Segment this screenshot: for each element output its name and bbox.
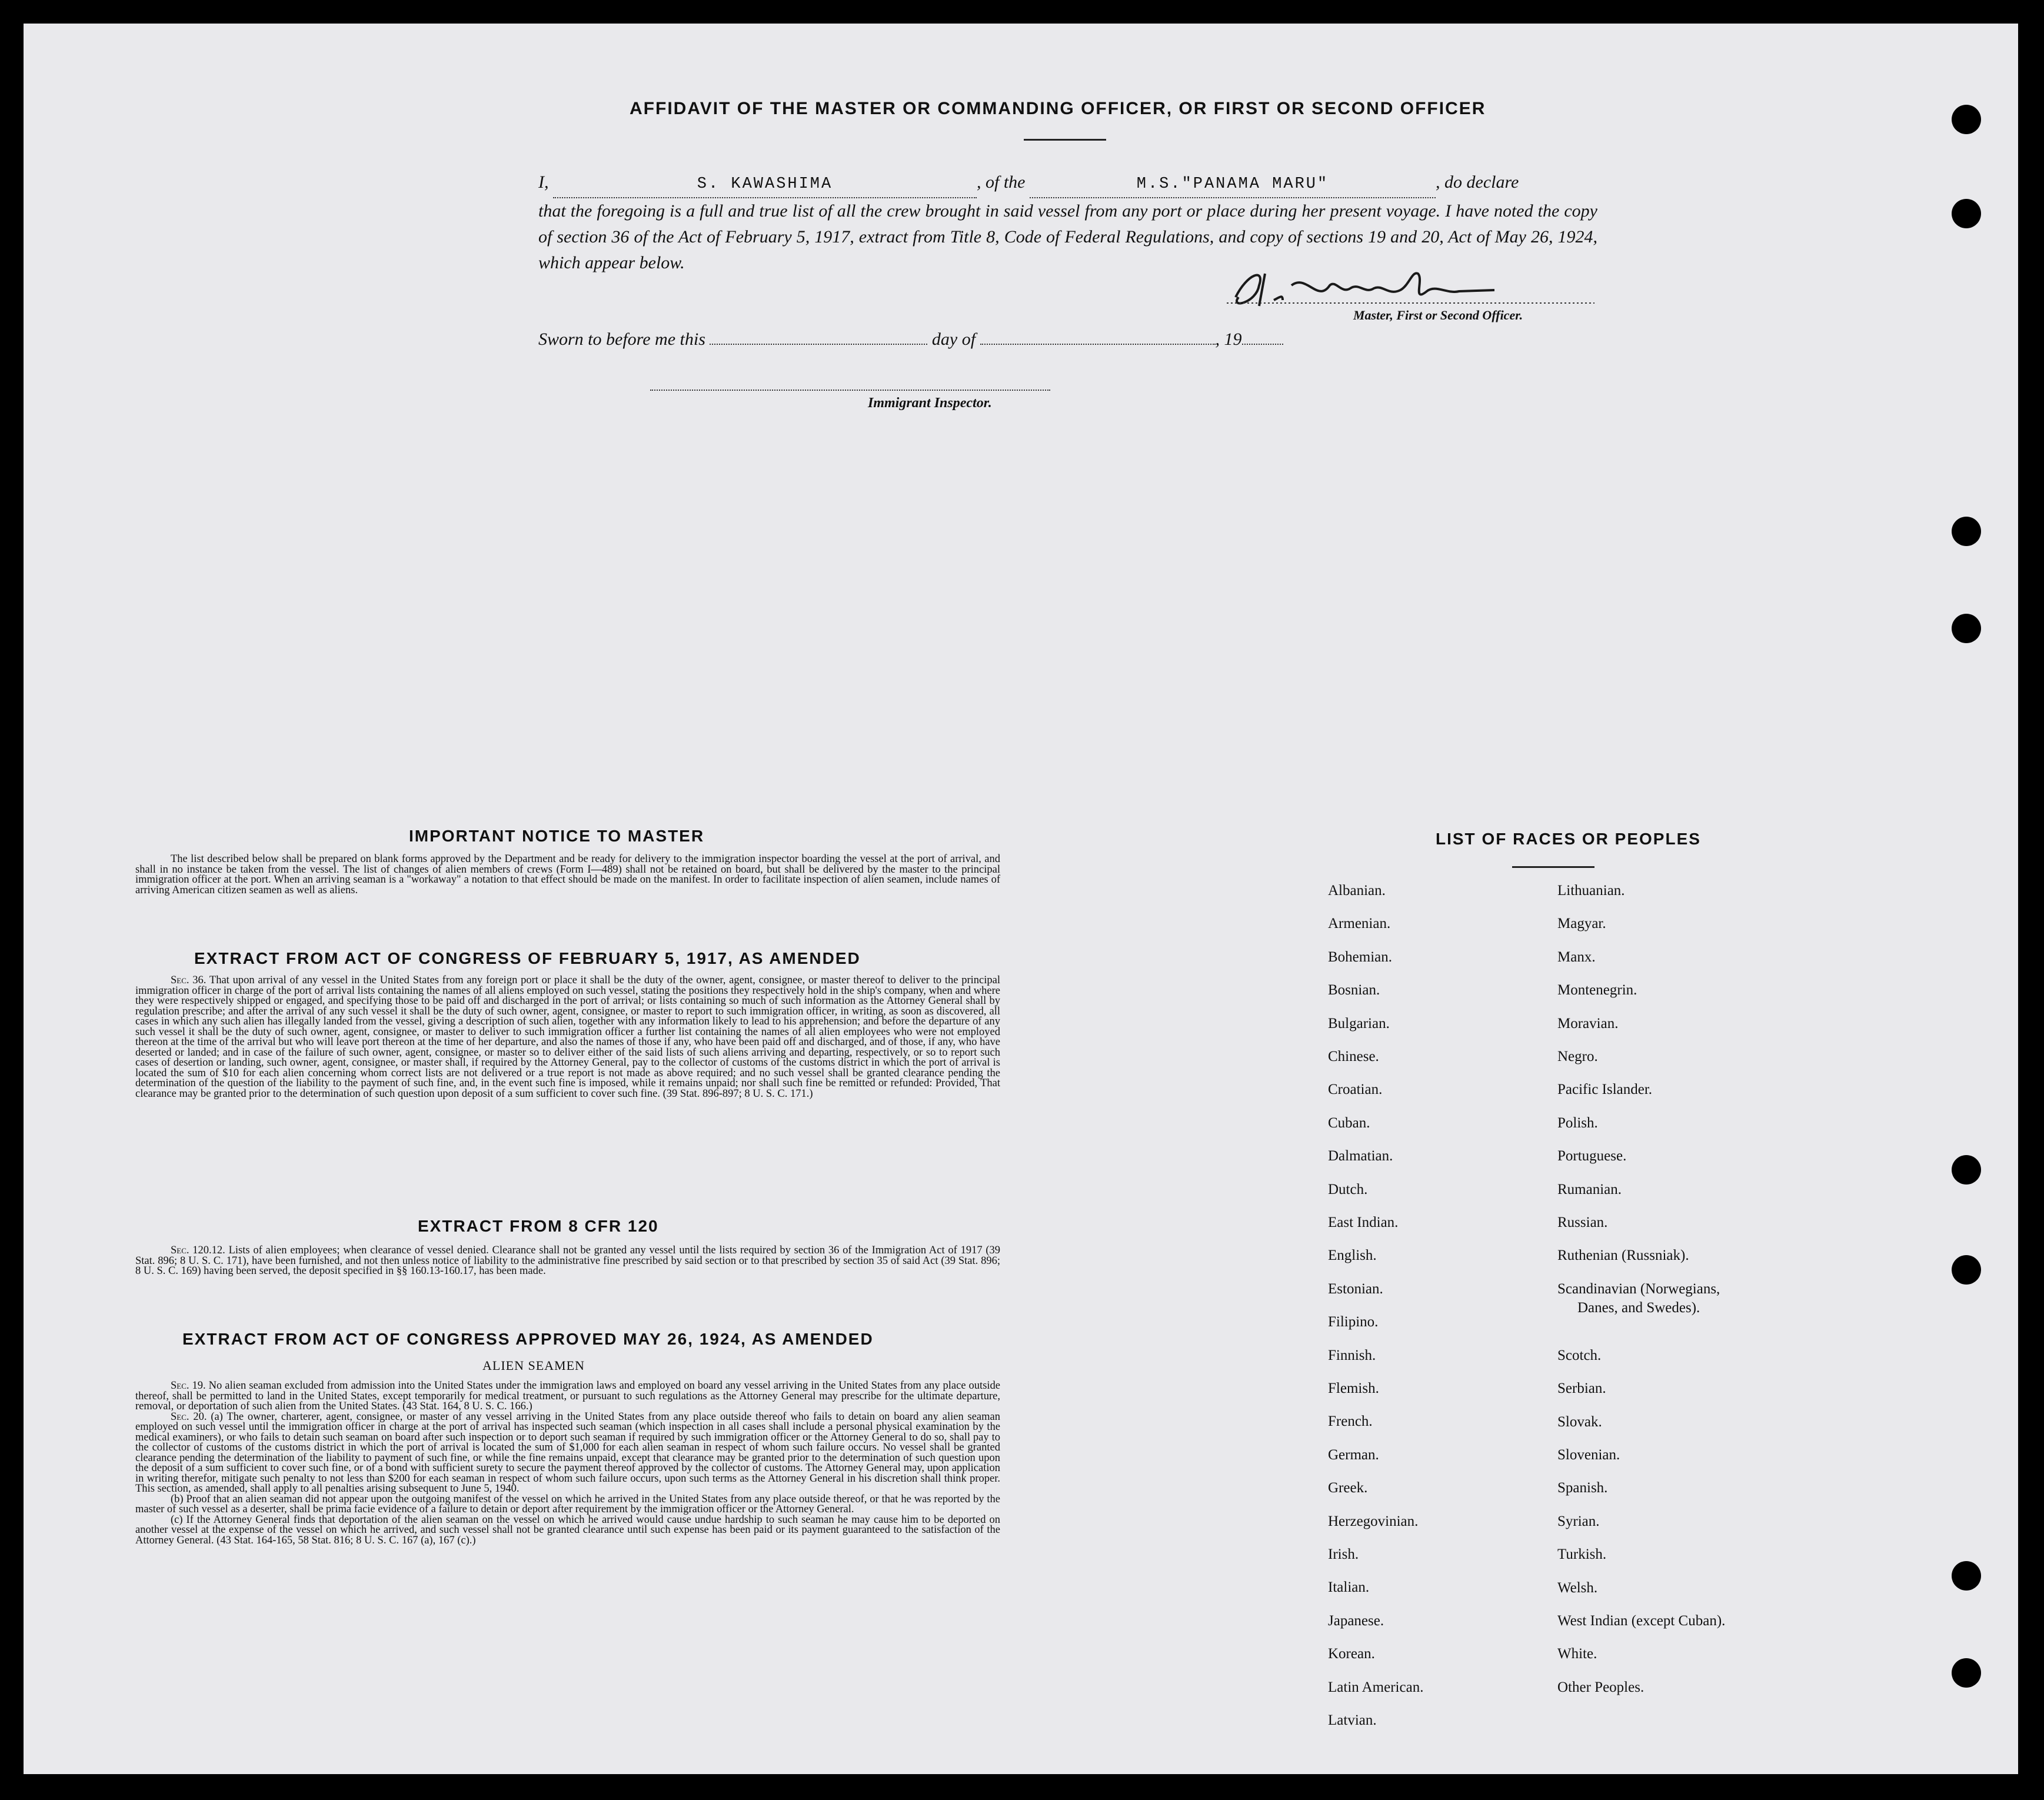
race-item: Russian.	[1557, 1215, 1608, 1230]
race-item: Magyar.	[1557, 916, 1606, 932]
race-item: Dutch.	[1328, 1181, 1368, 1197]
declaration-text: that the foregoing is a full and true list of all the crew brought in said vessel from any port or place during her present voyage. I have noted the copy of section 36 of the Act of February 5, 1917, extract from Title 8, Code of Federal Regulations, and copy of sections 19 and 20, Act of May 26, 1924, which appear below.	[538, 201, 1597, 272]
race-item: Other Peoples.	[1557, 1679, 1644, 1695]
race-item: Syrian.	[1557, 1513, 1600, 1529]
race-item: Ruthenian (Russniak).	[1557, 1247, 1689, 1264]
sec120-text: Lists of alien employees; when clearance of vessel denied. Clearance shall not be granted any vessel until the lists required by section 36 of the Immigration Act of 1917 (39 Stat. 896; 8 U. S. C. 171), have been furnished, and not then unless notice of liability to the administrative fine prescribed by said section or to that prescribed by section 35 of said Act (39 Stat. 896; 8 U. S. C. 169) having been served, the deposit specified in §§ 160.13-160.17, has been made.	[135, 1245, 1000, 1277]
vessel-name-field	[1030, 169, 1436, 198]
race-item: French.	[1328, 1413, 1373, 1430]
notice-title: IMPORTANT NOTICE TO MASTER	[409, 827, 705, 845]
race-item: Irish.	[1328, 1546, 1359, 1562]
punch-hole	[1952, 614, 1981, 643]
race-item: Filipino.	[1328, 1314, 1379, 1330]
race-item: Turkish.	[1557, 1546, 1607, 1563]
race-item: Pacific Islander.	[1557, 1082, 1653, 1098]
sec20c-paragraph: (c) If the Attorney General finds that deportation of the alien seaman on the vessel on which he arrived would cause undue hardship to such seaman he may cause him to be deported on another vessel at the expense of the vessel on which he arrived, and such vessel shall not be granted clearance until such expense has been paid or its payment guaranteed to the satisfaction of the Attorney General. (43 Stat. 164-165, 58 Stat. 816; 8 U. S. C. 167 (a), 167 (c).)	[135, 1513, 1000, 1546]
master-name-field	[553, 169, 977, 198]
race-item: Welsh.	[1557, 1579, 1598, 1596]
race-item: Estonian.	[1328, 1280, 1383, 1297]
sec36-text: That upon arrival of any vessel in the United States from any foreign port or place it shall be the duty of the owner, agent, consignee, or master thereof to deliver to the principal immigration officer in charge of the port of arrival lists containing the names of all aliens employed on such vessel, stating the positions they respectively hold in the ship's company, when and where they were respectively shipped or engaged, and specifying those to be paid off and discharged in the port of arrival; or lists containing so much of such information as the Attorney General shall by regulation prescribe; and after the arrival of any such vessel it shall be the duty of such owner, agent, consignee, or master to report to such immigration officer, in writing, as soon as discovered, all cases in which any such alien has illegally landed from the vessel, giving a description of such alien, together with any information likely to lead to his apprehension; and before the departure of any such vessel it shall be the duty of such owner, agent, consignee, or master to deliver to such immigration officer a further list containing the names of all alien employees who were not employed thereon at the time of the arrival but who will leave port thereon at the time of her departure, and also the names of those if any, who have been paid off and discharged, and of those, if any, who have deserted or landed; and in case of the failure of such owner, agent, consignee, or master so to deliver either of the said lists of such aliens arriving and departing, respectively, or so to report such cases of desertion or landing, such owner, agent, consignee, or master shall, if required by the Attorney General, pay to the collector of customs of the customs district in which the port of arrival is located the sum of $10 for each alien concerning whom correct lists are not delivered or a true report is not made as above required; and no such vessel shall be granted clearance pending the determination of the question of the liability to the payment of such fine, and, in the event such fine is imposed, while it remains unpaid; nor shall such fine be remitted or refunded: Provided, That clearance may be granted prior to the determination of such question upon deposit of a sum sufficient to cover such fine. (39 Stat. 896-897; 8 U. S. C. 171.)	[135, 974, 1001, 1100]
sworn-day-field	[710, 344, 927, 345]
race-item: Scandinavian (Norwegians,	[1557, 1280, 1720, 1297]
race-item: Lithuanian.	[1557, 883, 1625, 899]
race-item: Albanian.	[1328, 883, 1386, 899]
master-signature	[1224, 262, 1600, 315]
sworn-line	[538, 330, 1283, 350]
punch-hole	[1952, 1658, 1981, 1688]
sworn-year-field	[1242, 344, 1283, 345]
race-item: Spanish.	[1557, 1480, 1608, 1496]
inspector-caption: Immigrant Inspector.	[868, 395, 992, 411]
race-item: Montenegrin.	[1557, 982, 1637, 999]
sec19-label: Sec. 19.	[171, 1380, 206, 1392]
sec19-text: No alien seaman excluded from admission into the United States under the immigration laws and employed on board any vessel arriving in the United States from any place outside thereof, shall be permitted to land in the United States, except temporarily for medical treatment, or pursuant to such regulations as the Attorney General may prescribe for the ultimate departure, removal, or deportation of such alien from the United States. (43 Stat. 164, 8 U. S. C. 166.)	[135, 1380, 1000, 1412]
sec20a-text: (a) The owner, charterer, agent, consignee, or master of any vessel arriving in the United States from any place outside thereof who fails to detain on board any alien seaman employed on such vessel until the immigration officer in charge at the port of arrival has inspected such seaman (which inspection in all cases shall include a personal physical examination by the medical examiners), or who fails to detain such seaman on board after such inspection or to deport such seaman if required by such immigration officer or the Attorney General to do so, shall pay to the collector of customs of the customs district in which the port of arrival is located the sum of $1,000 for each alien seaman in respect of whom such failure occurs. No vessel shall be granted clearance pending the determination of the liability to payment of such fine, or while the fine remains unpaid, except that clearance may be granted prior to the determination of such question upon the deposit of a sum sufficient to cover such fine, or of a bond with sufficient surety to secure the payment thereof approved by the collector of customs. The Attorney General may, upon application in writing therefor, mitigate such penalty to not less than $200 for each seaman in respect of whom such failure occurs, upon such terms as the Attorney General in his discretion shall think proper. This section, as amended, shall apply to all penalties arising subsequent to June 5, 1940.	[135, 1410, 1000, 1495]
master-name-value: S. KAWASHIMA	[697, 175, 833, 193]
extract-1924-title: EXTRACT FROM ACT OF CONGRESS APPROVED MAY 26, 1924, AS AMENDED	[182, 1330, 874, 1348]
punch-hole	[1952, 517, 1981, 546]
sec36-label: Sec. 36.	[171, 974, 207, 986]
sec20a-paragraph	[135, 1412, 1000, 1495]
extract-1917-title: EXTRACT FROM ACT OF CONGRESS OF FEBRUARY 5, 1917, AS AMENDED	[194, 949, 861, 967]
sec20-label: Sec. 20.	[171, 1410, 207, 1423]
signature-caption: Master, First or Second Officer.	[1353, 308, 1523, 322]
punch-hole	[1952, 199, 1981, 228]
race-item: East Indian.	[1328, 1215, 1399, 1230]
race-item: Bohemian.	[1328, 949, 1393, 965]
race-item: Negro.	[1557, 1049, 1598, 1064]
declaration-first-line	[538, 169, 1603, 198]
races-title-rule	[1512, 866, 1594, 868]
affidavit-title: AFFIDAVIT OF THE MASTER OR COMMANDING OFFICER, OR FIRST OR SECOND OFFICER	[630, 99, 1486, 118]
vessel-name-value: M.S."PANAMA MARU"	[1136, 175, 1329, 193]
punch-hole	[1952, 1561, 1981, 1591]
race-item: Latin American.	[1328, 1679, 1424, 1695]
race-item: Korean.	[1328, 1646, 1375, 1662]
race-item: Flemish.	[1328, 1380, 1379, 1396]
extract-cfr-title: EXTRACT FROM 8 CFR 120	[418, 1217, 659, 1235]
notice-body: The list described below shall be prepared on blank forms approved by the Department and be ready for delivery to the immigration inspector boarding the vessel at the port of arrival, and shall in no instance be taken from the vessel. The list of changes of alien members of crews (Form I—489) shall not be retained on board, but shall be delivered by the master to the principal immigration officer at the port. When an arriving seaman is a "workaway" a notation to that effect should be made on the manifest. In order to facilitate inspection of alien seamen, include names of arriving American citizen seamen as well as aliens.	[135, 853, 1000, 896]
race-item: Moravian.	[1557, 1015, 1619, 1032]
sworn-month-field	[980, 344, 1216, 345]
punch-hole	[1952, 1255, 1981, 1285]
race-item: Croatian.	[1328, 1082, 1383, 1098]
race-item: Greek.	[1328, 1480, 1368, 1496]
race-item: Finnish.	[1328, 1347, 1376, 1363]
extract-1924-body	[135, 1381, 1000, 1546]
race-item: Armenian.	[1328, 916, 1391, 932]
title-rule	[1024, 139, 1106, 141]
i-prefix: I,	[538, 172, 549, 192]
sworn-day-label: day of	[931, 330, 976, 349]
race-item: Rumanian.	[1557, 1181, 1622, 1197]
do-declare-text: , do declare	[1436, 172, 1519, 192]
document-sheet	[24, 24, 2018, 1774]
race-item: Cuban.	[1328, 1114, 1370, 1131]
race-item: West Indian (except Cuban).	[1557, 1613, 1726, 1629]
race-item: Latvian.	[1328, 1712, 1377, 1728]
extract-cfr-body	[135, 1246, 1000, 1277]
extract-1917-body	[135, 976, 1000, 1099]
race-item: Japanese.	[1328, 1612, 1384, 1629]
sec20b-paragraph: (b) Proof that an alien seaman did not appear upon the outgoing manifest of the vessel on which he arrived in the United States from any place outside thereof, or that he was reported by the master of such vessel as a deserter, shall be prima facie evidence of a failure to detain or deport after requirement by the immigration officer or the Attorney General.	[135, 1493, 1000, 1515]
sworn-year-label: , 19	[1215, 330, 1242, 349]
race-item: Italian.	[1328, 1579, 1370, 1596]
sworn-prefix: Sworn to before me this	[538, 330, 705, 349]
race-item: Chinese.	[1328, 1049, 1379, 1064]
races-list-title: LIST OF RACES OR PEOPLES	[1436, 830, 1701, 848]
race-item: Herzegovinian.	[1328, 1513, 1419, 1529]
punch-hole	[1952, 1155, 1981, 1185]
race-item: Slovenian.	[1557, 1447, 1620, 1463]
sec120-label: Sec. 120.12.	[171, 1245, 225, 1256]
race-item: White.	[1557, 1646, 1597, 1662]
race-item: Portuguese.	[1557, 1148, 1627, 1164]
race-item: Danes, and Swedes).	[1577, 1299, 1700, 1316]
race-item: Bosnian.	[1328, 982, 1380, 999]
alien-seamen-subtitle: ALIEN SEAMEN	[482, 1358, 585, 1373]
race-item: Polish.	[1557, 1114, 1598, 1131]
declaration-paragraph	[538, 169, 1603, 276]
race-item: Dalmatian.	[1328, 1148, 1393, 1164]
race-item: Serbian.	[1557, 1380, 1606, 1397]
race-item: Manx.	[1557, 949, 1596, 965]
punch-hole	[1952, 105, 1981, 134]
race-item: English.	[1328, 1247, 1377, 1264]
race-item: Slovak.	[1557, 1413, 1602, 1430]
race-item: German.	[1328, 1446, 1379, 1463]
of-the-text: , of the	[977, 172, 1026, 192]
race-item: Scotch.	[1557, 1347, 1602, 1363]
race-item: Bulgarian.	[1328, 1015, 1390, 1032]
sec19-paragraph	[135, 1381, 1000, 1412]
inspector-signature-line	[650, 390, 1050, 391]
